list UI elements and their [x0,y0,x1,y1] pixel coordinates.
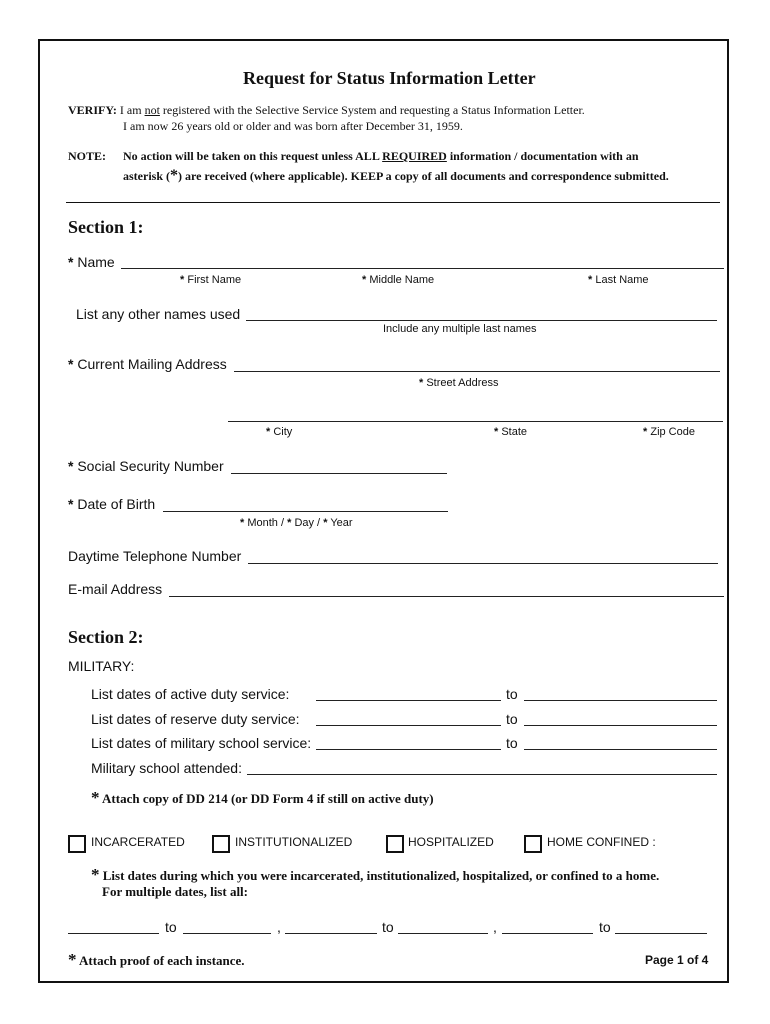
required-asterisk: * [266,426,271,438]
page-number: Page 1 of 4 [645,953,709,967]
note-line2 [123,167,669,185]
reserve-duty-label: List dates of reserve duty service: [91,711,300,727]
phone-input[interactable] [248,563,718,564]
state-label: State [501,426,528,438]
name-input[interactable] [121,268,724,269]
day-label: Day / [294,517,321,529]
year-label: Year [330,517,353,529]
note-required: REQUIRED [382,149,447,163]
required-asterisk: * [362,274,367,286]
street-label: Street Address [426,377,499,389]
section1-heading: Section 1: [68,217,144,237]
required-asterisk: * [68,356,74,372]
email-label: E-mail Address [68,581,163,597]
note-line1 [123,149,639,164]
school-attended-label: Military school attended: [91,760,242,776]
middle-name-caption [362,274,434,286]
list-dates-line1-text: List dates during which you were incarcerated, institutionalized, hospitalized, or confined to a home. [102,868,660,883]
email-input[interactable] [169,596,724,597]
city-caption [266,426,292,438]
school-attended-input[interactable] [247,774,717,775]
last-name-caption [588,274,649,286]
home-confined-label: HOME CONFINED : [547,835,656,849]
range-separator-2: , [493,919,497,935]
ssn-label [68,458,224,474]
hospitalized-label: HOSPITALIZED [408,835,494,849]
home-confined-checkbox[interactable] [524,835,542,853]
ssn-label-text: Social Security Number [77,458,224,474]
state-caption [494,426,527,438]
verify-block [68,103,585,118]
required-asterisk: * [180,274,185,286]
last-name-label: Last Name [595,274,649,286]
range-separator-1: , [277,919,281,935]
name-label-text: Name [77,254,115,270]
reserve-duty-to: to [506,711,518,727]
active-duty-from-input[interactable] [316,700,501,701]
institutionalized-label: INSTITUTIONALIZED [235,835,353,849]
verify-not: not [144,103,160,117]
date-range-1-from[interactable] [68,933,159,934]
phone-label: Daytime Telephone Number [68,548,242,564]
date-range-2-from[interactable] [285,933,377,934]
required-asterisk: * [643,426,648,438]
date-range-3-from[interactable] [502,933,593,934]
date-range-1-to[interactable] [183,933,271,934]
dob-input[interactable] [163,511,448,512]
required-asterisk: * [323,517,328,529]
attach-dd214 [91,788,434,808]
first-name-label: First Name [187,274,242,286]
incarcerated-checkbox[interactable] [68,835,86,853]
zip-label: Zip Code [650,426,695,438]
reserve-duty-from-input[interactable] [316,725,501,726]
active-duty-to: to [506,686,518,702]
required-asterisk: * [91,788,100,807]
required-asterisk: * [68,254,74,270]
required-asterisk: * [588,274,593,286]
date-range-3-to[interactable] [615,933,707,934]
note-line1-post: information / documentation with an [446,149,639,163]
middle-name-label: Middle Name [369,274,435,286]
month-label: Month / [247,517,285,529]
range-1-to: to [165,919,177,935]
city-label: City [273,426,293,438]
attach-dd214-text: Attach copy of DD 214 (or DD Form 4 if still on active duty) [102,791,434,806]
note-line2-post: ) are received (where applicable). KEEP a copy of all documents and correspondence submitted. [178,169,669,183]
reserve-duty-to-input[interactable] [524,725,717,726]
military-label: MILITARY: [68,658,135,674]
address-label-text: Current Mailing Address [77,356,227,372]
active-duty-to-input[interactable] [524,700,717,701]
dob-caption [240,517,353,529]
active-duty-label: List dates of active duty service: [91,686,290,702]
dob-label-text: Date of Birth [77,496,156,512]
hospitalized-checkbox[interactable] [386,835,404,853]
other-names-label: List any other names used [76,306,241,322]
military-school-service-label: List dates of military school service: [91,735,312,751]
note-line2-pre: asterisk ( [123,169,170,183]
list-dates-line1 [91,865,659,885]
required-asterisk: * [419,377,424,389]
page-title: Request for Status Information Letter [243,68,536,88]
note-label: NOTE: [68,149,107,163]
attach-proof [68,950,245,970]
dob-label [68,496,155,512]
range-3-to: to [599,919,611,935]
address-label [68,356,227,372]
verify-line1-pre: I am [119,103,145,117]
zip-caption [643,426,695,438]
divider [66,202,720,203]
street-caption [419,377,499,389]
note-line1-pre: No action will be taken on this request unless ALL [123,149,383,163]
other-names-input[interactable] [246,320,717,321]
verify-line2: I am now 26 years old or older and was born after December 31, 1959. [123,119,463,133]
institutionalized-checkbox[interactable] [212,835,230,853]
required-asterisk: * [68,950,77,969]
required-asterisk: * [240,517,245,529]
other-names-hint: Include any multiple last names [383,323,537,335]
section2-heading: Section 2: [68,627,144,647]
city-state-zip-input[interactable] [228,421,723,422]
required-asterisk: * [494,426,499,438]
date-range-2-to[interactable] [398,933,488,934]
required-asterisk: * [91,865,100,884]
attach-proof-text: Attach proof of each instance. [79,953,245,968]
school-service-to-input[interactable] [524,749,717,750]
ssn-input[interactable] [231,473,447,474]
first-name-caption [180,274,241,286]
note-asterisk: * [170,167,178,184]
street-address-input[interactable] [234,371,720,372]
verify-label: VERIFY: [68,103,117,117]
required-asterisk: * [68,496,74,512]
required-asterisk: * [287,517,292,529]
range-2-to: to [382,919,394,935]
school-service-from-input[interactable] [316,749,501,750]
verify-line1-post: registered with the Selective Service System and requesting a Status Information Letter. [159,103,585,117]
name-label [68,254,115,270]
school-service-to: to [506,735,518,751]
incarcerated-label: INCARCERATED [91,835,185,849]
list-dates-line2: For multiple dates, list all: [102,884,249,899]
required-asterisk: * [68,458,74,474]
